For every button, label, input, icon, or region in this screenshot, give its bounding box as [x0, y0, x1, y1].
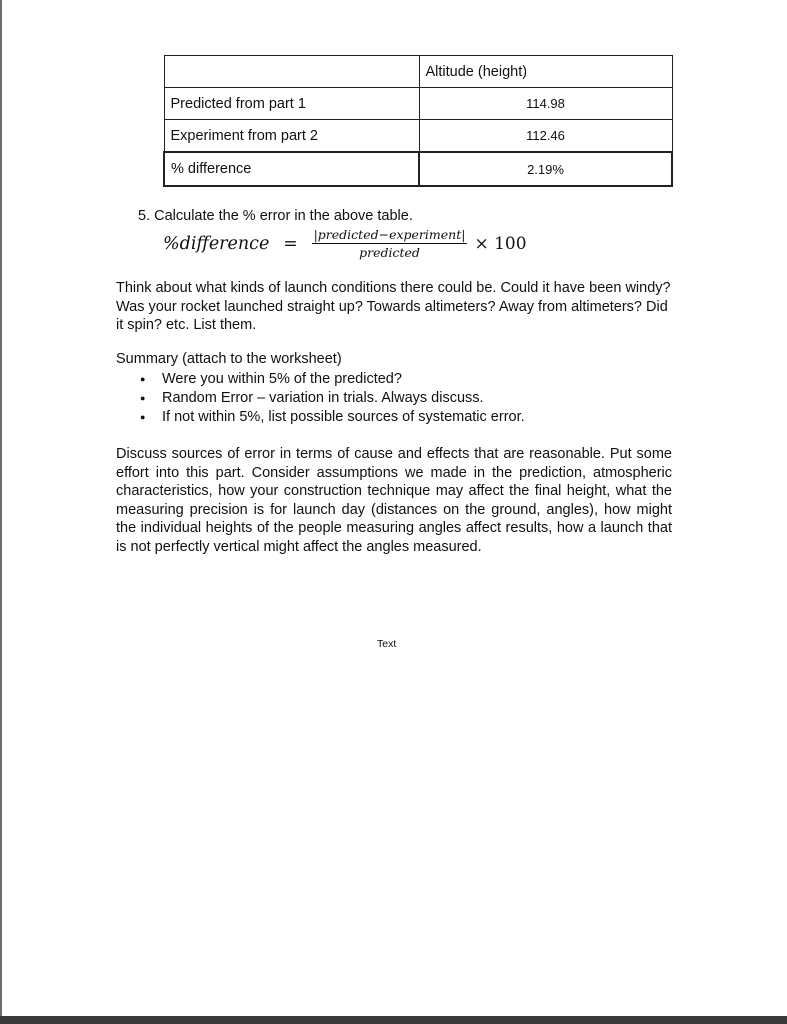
row-label-predicted: Predicted from part 1 — [164, 88, 419, 120]
row-value-predicted: 114.98 — [419, 88, 672, 120]
bottom-bar — [0, 1016, 787, 1024]
row-value-difference: 2.19% — [419, 152, 672, 186]
table-header-row — [164, 56, 672, 88]
table-header-empty-cell — [164, 56, 419, 88]
formula-equals: = — [283, 233, 298, 254]
formula-lhs: %difference — [163, 233, 270, 254]
question-5-text: 5. Calculate the % error in the above table. — [138, 208, 413, 224]
list-item: ● Random Error – variation in trials. Always discuss. — [116, 389, 525, 408]
footer-text: Text — [377, 638, 397, 650]
page-left-edge — [0, 0, 2, 1024]
table-header-altitude: Altitude (height) — [419, 56, 672, 88]
formula-denominator: predicted — [359, 245, 420, 260]
launch-conditions-paragraph: Think about what kinds of launch conditions there could be. Could it have been windy? Was your rocket launched straight up? Towards altimeters? Away from altimeters? Did it spin? etc. List them. — [116, 280, 671, 333]
formula-fraction — [312, 227, 468, 260]
altitude-table — [163, 55, 673, 187]
row-label-experiment: Experiment from part 2 — [164, 120, 419, 153]
list-item: ● If not within 5%, list possible sources of systematic error. — [116, 408, 525, 427]
row-value-experiment: 112.46 — [419, 120, 672, 153]
error-discussion-paragraph: Discuss sources of error in terms of cause and effects that are reasonable. Put some effort into this part. Consider assumptions we made in the prediction, atmospheric characteristics, how your construction technique may affect the final height, what the measuring precision is for launch day (distances on the ground, angles), how might the individual heights of the people measuring angles affect results, how a launch that is not perfectly vertical might affect the angles measured. — [116, 446, 672, 555]
formula-multiplier: × 100 — [474, 233, 527, 254]
table-row — [164, 88, 672, 120]
list-item: ● Were you within 5% of the predicted? — [116, 370, 525, 389]
percent-difference-formula — [163, 227, 527, 260]
summary-list — [116, 370, 525, 427]
formula-numerator: |predicted−experiment| — [313, 227, 466, 242]
table-row — [164, 120, 672, 153]
summary-title: Summary (attach to the worksheet) — [116, 351, 342, 367]
table-row — [164, 152, 672, 186]
row-label-difference: % difference — [164, 152, 419, 186]
